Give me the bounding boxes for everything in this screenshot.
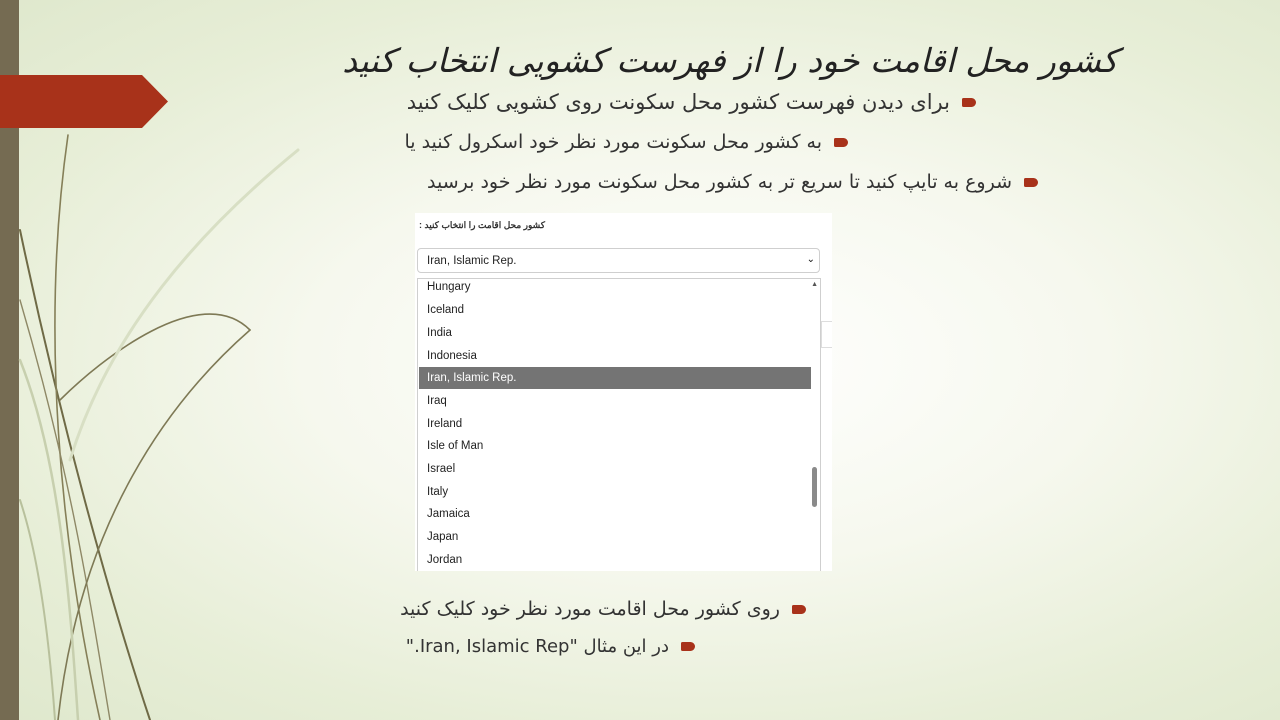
dropdown-list[interactable] [417, 278, 821, 571]
arrow-bullet-icon [1024, 178, 1038, 187]
list-item[interactable]: Iraq [427, 395, 447, 407]
bullet-example [406, 636, 695, 657]
arrow-bullet-icon [681, 642, 695, 651]
list-item[interactable]: Hungary [427, 281, 471, 293]
arrow-bullet-icon [834, 138, 848, 147]
bullet-type [427, 171, 1038, 193]
background-divider [821, 321, 822, 347]
select-value: Iran, Islamic Rep. [427, 255, 517, 267]
red-arrow-tab [0, 75, 168, 128]
scrollbar-thumb[interactable] [812, 467, 817, 507]
list-item[interactable]: Iceland [427, 304, 465, 316]
list-item[interactable]: Jordan [427, 554, 463, 566]
bullet-text: در این مثال "Iran, Islamic Rep." [405, 636, 669, 657]
bullet-scroll [404, 131, 848, 153]
list-item[interactable]: Japan [427, 531, 459, 543]
background-divider [821, 347, 832, 348]
bullet-click-country [400, 598, 806, 620]
chevron-down-icon: ⌄ [806, 254, 815, 265]
list-item-highlighted[interactable]: Iran, Islamic Rep. [419, 367, 811, 389]
slide-title: کشور محل اقامت خود را از فهرست کشویی انتخاب کنید [342, 41, 1118, 80]
bullet-open-dropdown [407, 90, 976, 114]
list-item[interactable]: Italy [427, 486, 449, 498]
bullet-text: روی کشور محل اقامت مورد نظر خود کلیک کنید [400, 598, 780, 620]
background-divider [821, 321, 832, 322]
bullet-text: به کشور محل سکونت مورد نظر خود اسکرول کنید یا [404, 131, 822, 153]
list-item[interactable]: Isle of Man [427, 440, 484, 452]
list-item[interactable]: India [427, 327, 452, 339]
bullet-text: برای دیدن فهرست کشور محل سکونت روی کشویی کلیک کنید [406, 90, 950, 114]
list-item[interactable]: Indonesia [427, 350, 477, 362]
dropdown-screenshot [415, 213, 832, 571]
country-select[interactable] [417, 248, 820, 273]
bullet-text: شروع به تایپ کنید تا سریع تر به کشور محل سکونت مورد نظر خود برسید [427, 171, 1012, 193]
list-item[interactable]: Israel [427, 463, 456, 475]
list-item[interactable]: Jamaica [427, 508, 470, 520]
arrow-bullet-icon [792, 605, 806, 614]
list-item[interactable]: Ireland [427, 418, 463, 430]
arrow-bullet-icon [962, 98, 976, 107]
scroll-up-arrow-icon[interactable]: ▲ [811, 281, 818, 288]
country-select-label: کشور محل اقامت را انتخاب کنید : [419, 220, 545, 230]
